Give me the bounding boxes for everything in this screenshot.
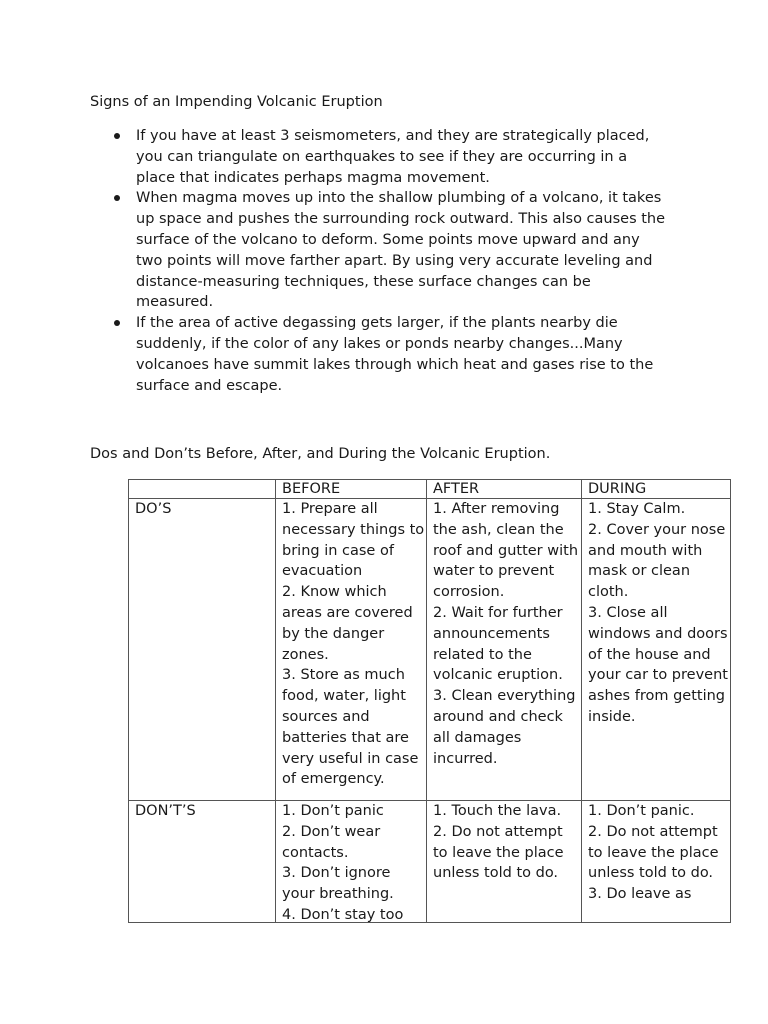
bullet-item: When magma moves up into the shallow plumbing of a volcano, it takes up space and pushes the surrounding rock outward. This also causes the surface of the volcano to deform. Some points move upward and any two points will move farther apart. By using very accurate leveling and distance-measuring techniques, these surface changes can be measured. [100,188,670,313]
list-item: 3. Close all windows and doors of the house and your car to prevent ashes from getting inside. [588,604,728,725]
dos-before-cell [276,499,427,801]
header-cell-after: AFTER [427,480,582,499]
bullet-item: If the area of active degassing gets larger, if the plants nearby die suddenly, if the color of any lakes or ponds nearby changes...Many volcanoes have summit lakes through which heat and gases rise to the surface and escape. [100,313,670,396]
list-item: 4. Don’t stay too [282,906,404,922]
row-label-dos: DO’S [129,499,276,801]
list-item: 1. Touch the lava. [433,803,562,819]
signs-bullet-list [100,126,670,396]
donts-before-cell [276,801,427,923]
donts-during-cell [582,801,731,923]
header-cell-during: DURING [582,480,731,499]
list-item: 3. Store as much food, water, light sources and batteries that are very useful in case of emergency. [282,667,419,788]
list-item: 1. After removing the ash, clean the roof and gutter with water to prevent corrosion. [433,501,579,601]
header-cell-before: BEFORE [276,480,427,499]
section-title-dos-donts: Dos and Don’ts Before, After, and During the Volcanic Eruption. [90,446,551,462]
dos-after-cell [427,499,582,801]
list-item: 1. Stay Calm. [588,501,686,517]
list-item: 3. Do leave as [588,886,692,903]
list-item: 2. Don’t wear contacts. [282,823,381,861]
bullet-item: If you have at least 3 seismometers, and they are strategically placed, you can triangulate on earthquakes to see if they are occurring in a place that indicates perhaps magma movement. [100,126,670,188]
list-item: 2. Cover your nose and mouth with mask or clean cloth. [588,521,726,601]
list-item: 1. Don’t panic [282,803,384,819]
list-item: 2. Do not attempt to leave the place unless told to do. [433,823,564,882]
list-item: 1. Prepare all necessary things to bring in case of evacuation [282,501,425,580]
list-item: 3. Clean everything around and check all damages incurred. [433,688,576,767]
list-item: 3. Don’t ignore your breathing. [282,865,394,903]
dos-donts-table [128,479,731,923]
donts-after-cell [427,801,582,923]
table-row-dos [129,499,731,801]
list-item: 1. Don’t panic. [588,803,695,819]
dos-during-cell [582,499,731,801]
list-item: 2. Wait for further announcements related to the volcanic eruption. [433,604,563,684]
list-item: 2. Do not attempt to leave the place unless told to do. [588,823,719,882]
row-label-donts: DON’T’S [129,801,276,923]
table-header-row [129,480,731,499]
section-title-signs: Signs of an Impending Volcanic Eruption [90,94,383,110]
list-item: 2. Know which areas are covered by the danger zones. [282,584,413,663]
header-cell-empty [129,480,276,499]
table-row-donts [129,801,731,923]
